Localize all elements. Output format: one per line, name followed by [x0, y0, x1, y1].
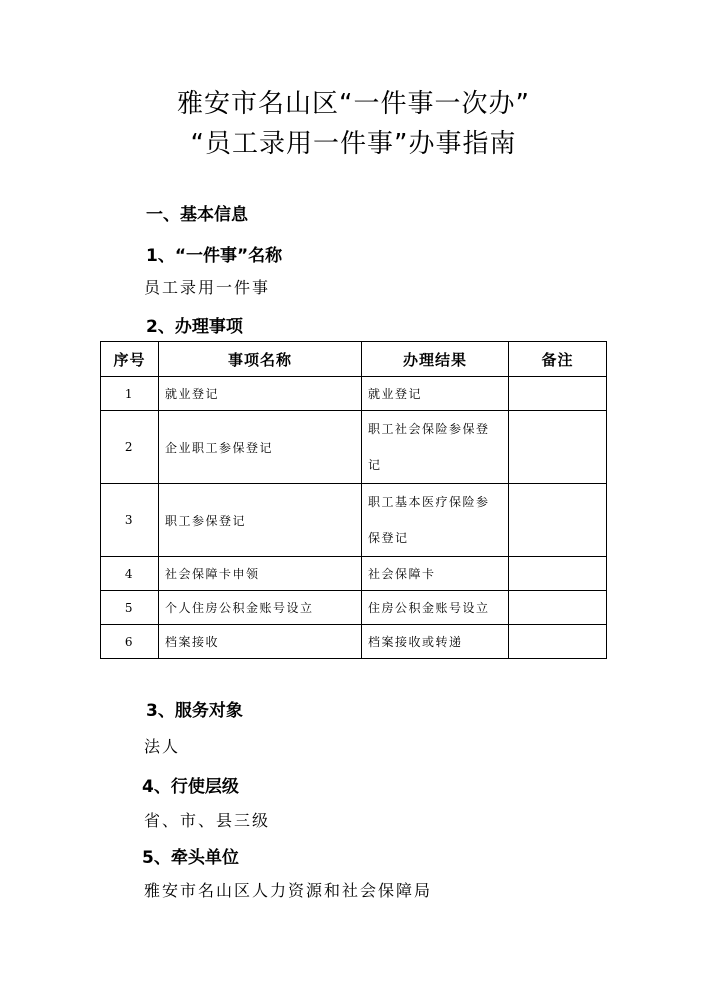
row-note: [509, 591, 607, 625]
table-header-row: [101, 342, 607, 377]
row-serial: 6: [101, 625, 159, 659]
header-item-name: 事项名称: [159, 342, 362, 377]
row-note: [509, 557, 607, 591]
header-note: 备注: [509, 342, 607, 377]
item-name-value: 员工录用一件事: [144, 278, 271, 297]
lead-unit-value: 雅安市名山区人力资源和社会保障局: [144, 881, 433, 900]
row-serial: 3: [101, 484, 159, 557]
items-table: [100, 341, 607, 659]
items-heading: 2、办理事项: [146, 317, 243, 337]
table-row: [101, 557, 607, 591]
row-result: 职工社会保险参保登记: [362, 411, 509, 484]
row-serial: 2: [101, 411, 159, 484]
item-name-heading: 1、“一件事”名称: [146, 246, 283, 266]
row-note: [509, 625, 607, 659]
header-serial: 序号: [101, 342, 159, 377]
table-row: [101, 377, 607, 411]
row-note: [509, 411, 607, 484]
page-title-line1: 雅安市名山区“一件事一次办”: [177, 89, 530, 119]
table-row: [101, 411, 607, 484]
row-result: 档案接收或转递: [362, 625, 509, 659]
lead-unit-heading: 5、牵头单位: [142, 848, 239, 868]
row-item-name: 档案接收: [159, 625, 362, 659]
row-serial: 4: [101, 557, 159, 591]
service-target-value: 法人: [144, 737, 181, 756]
row-result: 职工基本医疗保险参保登记: [362, 484, 509, 557]
row-item-name: 就业登记: [159, 377, 362, 411]
row-item-name: 企业职工参保登记: [159, 411, 362, 484]
level-heading: 4、行使层级: [142, 777, 239, 797]
service-target-heading: 3、服务对象: [146, 701, 243, 721]
page-title-line2: “员工录用一件事”办事指南: [190, 129, 517, 159]
row-serial: 1: [101, 377, 159, 411]
row-note: [509, 484, 607, 557]
row-item-name: 个人住房公积金账号设立: [159, 591, 362, 625]
level-value: 省、市、县三级: [144, 811, 271, 830]
table-row: [101, 484, 607, 557]
row-serial: 5: [101, 591, 159, 625]
header-result: 办理结果: [362, 342, 509, 377]
section-basic-info-heading: 一、基本信息: [146, 205, 248, 225]
row-note: [509, 377, 607, 411]
row-result: 就业登记: [362, 377, 509, 411]
row-item-name: 社会保障卡申领: [159, 557, 362, 591]
row-result: 住房公积金账号设立: [362, 591, 509, 625]
table-row: [101, 625, 607, 659]
row-item-name: 职工参保登记: [159, 484, 362, 557]
row-result: 社会保障卡: [362, 557, 509, 591]
table-row: [101, 591, 607, 625]
